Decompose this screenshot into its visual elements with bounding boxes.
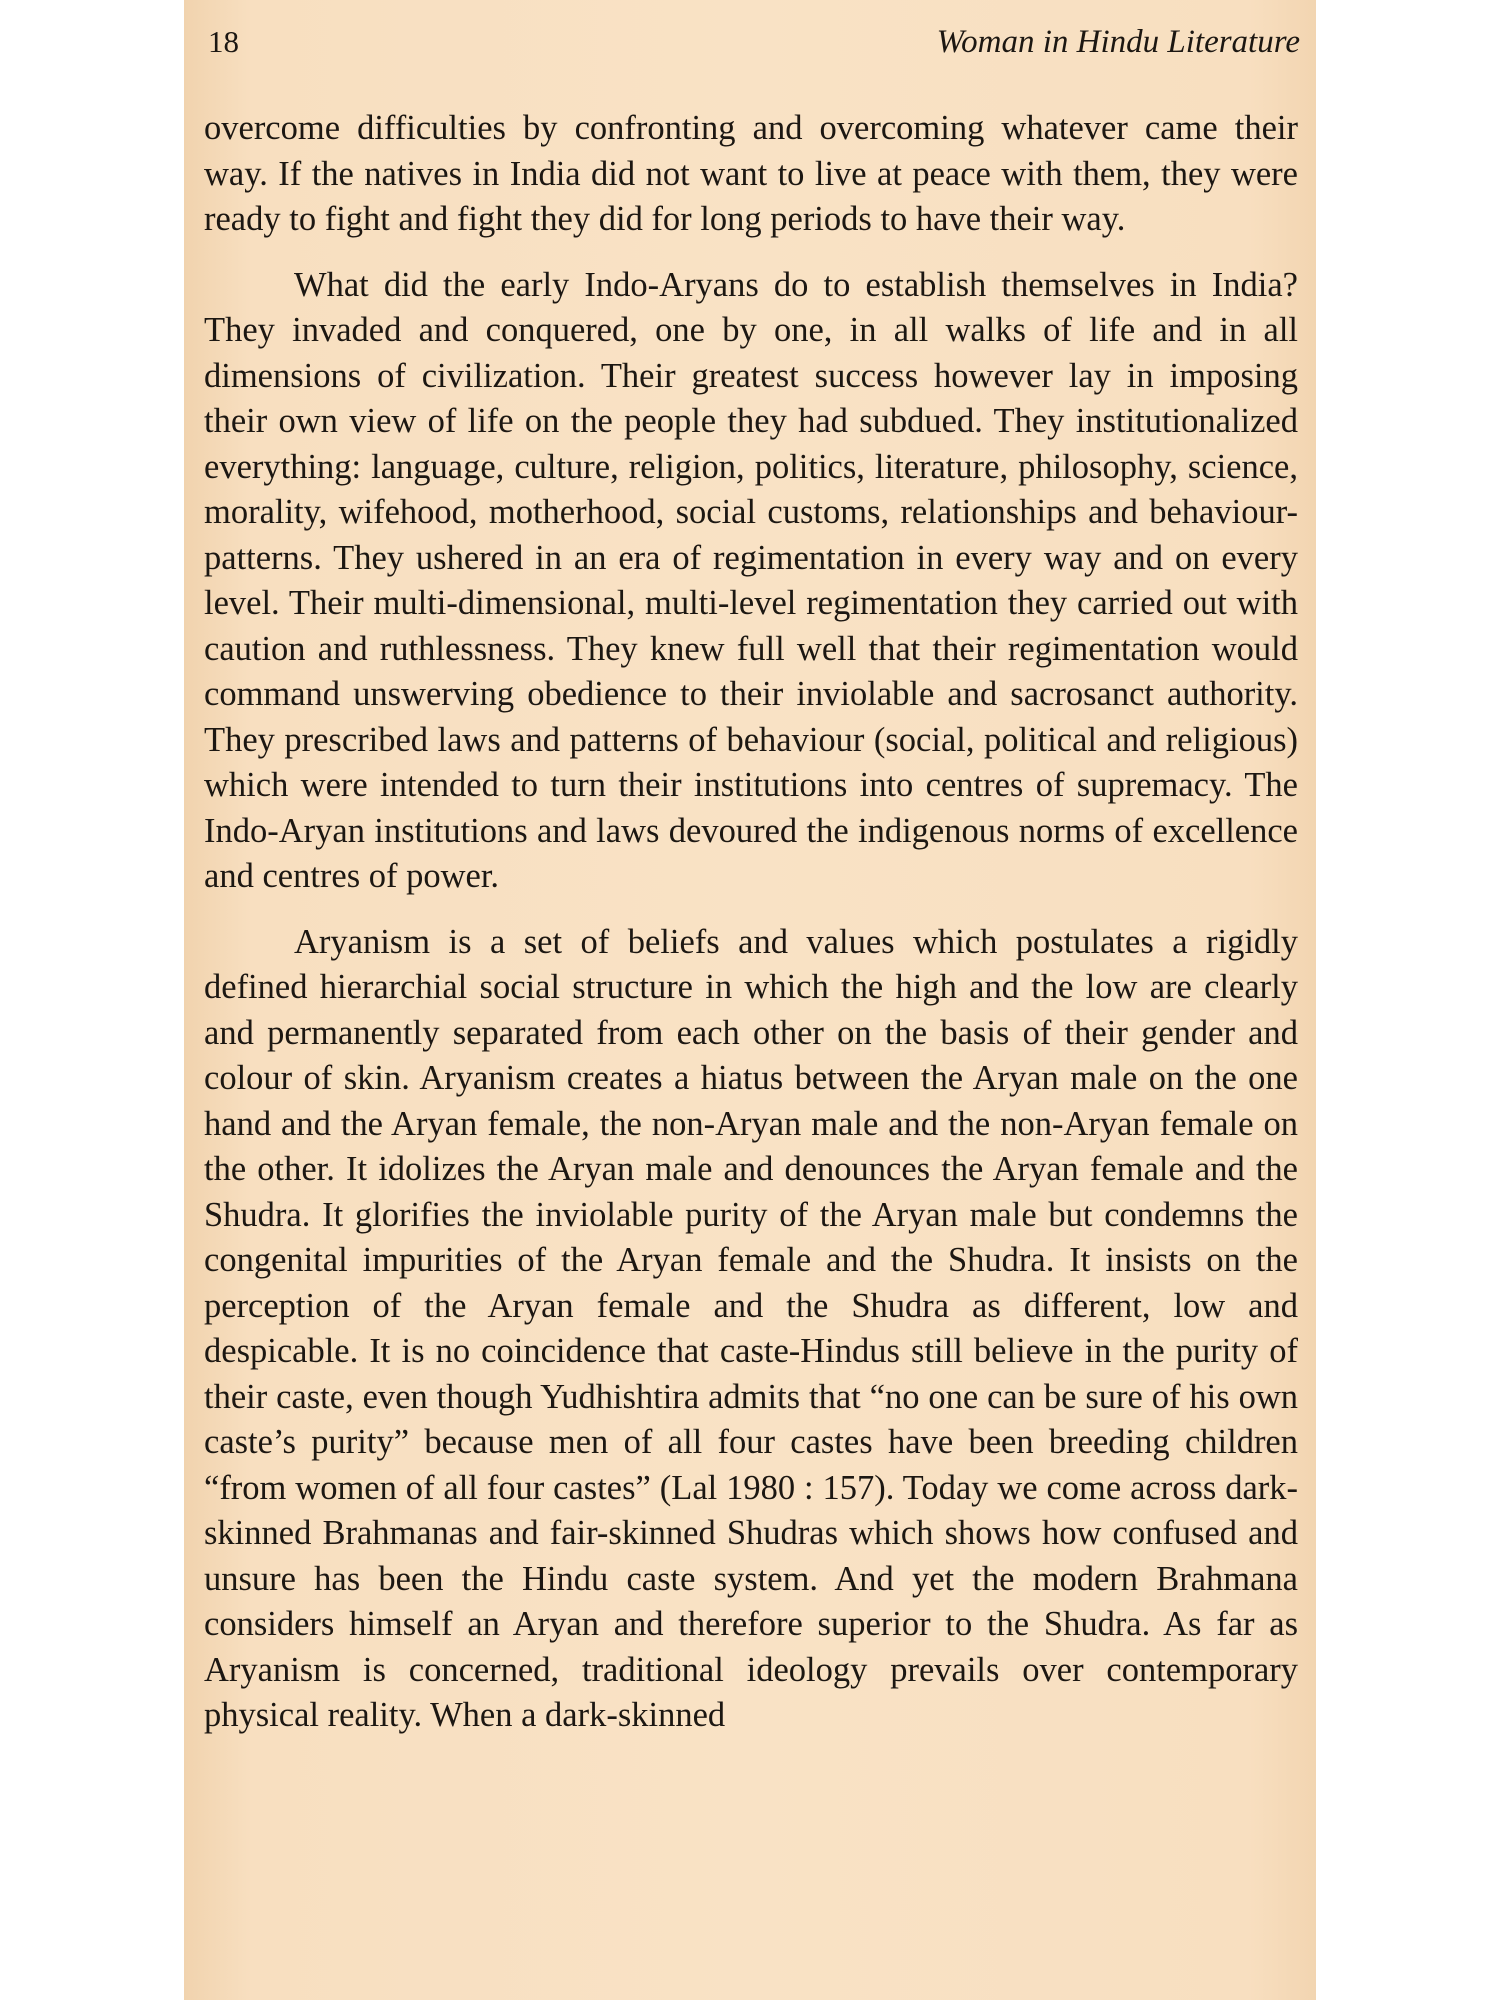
book-page xyxy=(184,0,1316,2000)
body-text xyxy=(204,106,1298,1739)
paragraph-aryanism: Aryanism is a set of beliefs and values which postulates a rigidly defined hierarchial social structure in which the high and the low are clearly and permanently separated from each other on the basis of their gender and colour of skin. Aryanism creates a hiatus between the Aryan male on the one hand and the Aryan female, the non-Aryan male and the non-Aryan female on the other. It idolizes the Aryan male and denounces the Aryan female and the Shudra. It glorifies the inviolable purity of the Aryan male but condemns the congenital impurities of the Aryan female and the Shudra. It insists on the perception of the Aryan female and the Shudra as different, low and despicable. It is no coincidence that caste-Hindus still believe in the purity of their caste, even though Yudhishtira admits that “no one can be sure of his own caste’s purity” because men of all four castes have been breeding children “from women of all four castes” (Lal 1980 : 157). Today we come across dark-skinned Brahmanas and fair-skinned Shudras which shows how confused and unsure has been the Hindu caste system. And yet the modern Brahmana considers himself an Aryan and therefore superior to the Shudra. As far as Aryanism is concerned, traditional ideology prevails over contemporary physical reality. When a dark-skinned xyxy=(204,922,1298,1734)
running-title: Woman in Hindu Literature xyxy=(936,24,1300,60)
paragraph-indo-aryans: What did the early Indo-Aryans do to establish themselves in India? They invaded and conquered, one by one, in all walks of life and in all dimensions of civilization. Their greatest success however lay in imposing their own view of life on the people they had subdued. They institutionalized everything: language, culture, religion, politics, literature, philosophy, science, morality, wifehood, motherhood, social customs, relationships and behaviour-patterns. They ushered in an era of regimentation in every way and on every level. Their multi-dimensional, multi-level regimentation they carried out with caution and ruthlessness. They knew full well that their regimentation would command unswerving obedience to their inviolable and sacrosanct authority. They prescribed laws and patterns of behaviour (social, political and religious) which were intended to turn their institutions into centres of supremacy. The Indo-Aryan institutions and laws devoured the indigenous norms of excellence and centres of power. xyxy=(204,265,1298,895)
page-header xyxy=(208,22,1300,62)
page-number: 18 xyxy=(208,24,239,59)
paragraph-continued: overcome difficulties by confronting and overcoming whatever came their way. If the natives in India did not want to live at peace with them, they were ready to fight and fight they did for long periods to have their way. xyxy=(204,109,1298,238)
